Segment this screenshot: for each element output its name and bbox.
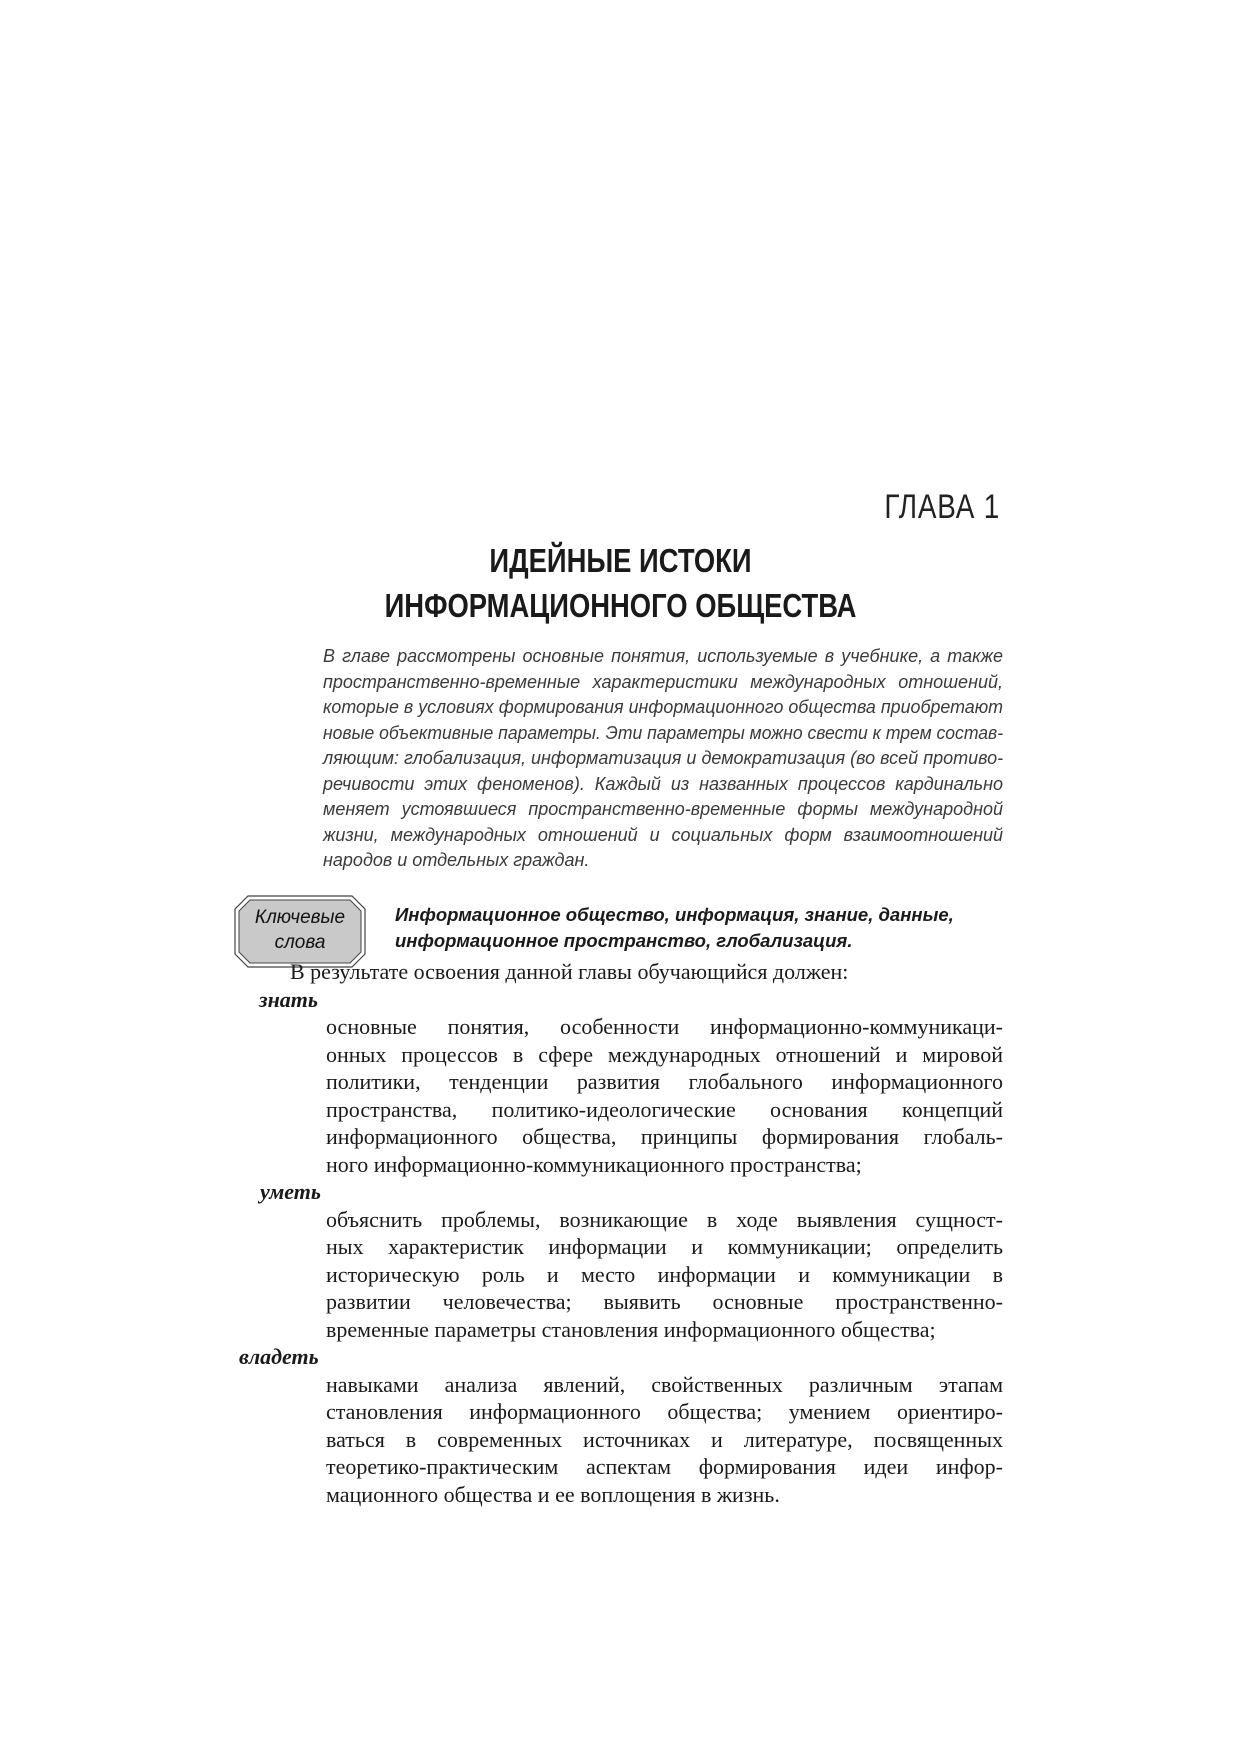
chapter-title-line: ИНФОРМАЦИОННОГО ОБЩЕСТВА (384, 587, 857, 624)
abstract-line: которые в условиях формирования информационного общества приобретают (323, 697, 1003, 717)
outcome-line: объяснить проблемы, возникающие в ходе выявления сущност- (326, 1206, 1003, 1232)
outcome-line: основные понятия, особенности информационно-коммуникаци- (326, 1014, 1003, 1039)
outcome-line: ваться в современных источниках и литературе, посвященных (326, 1426, 1003, 1452)
outcome-line: ных характеристик информации и коммуникации; определить (326, 1234, 1003, 1259)
keywords-label-line: слова (274, 932, 326, 953)
abstract-line: ляющим: глобализация, информатизация и демократизация (во всей противо- (323, 748, 1004, 768)
keywords-label (234, 905, 366, 955)
outcome-paragraph (326, 1013, 1003, 1178)
outcome-label-master: владеть (239, 1344, 319, 1369)
outcome-line: ного информационно-коммуникационного пространства; (326, 1151, 862, 1177)
outcome-line: онных процессов в сфере международных отношений и мировой (326, 1041, 1003, 1067)
abstract-line: жизни, международных отношений и социальных форм взаимоотношений (323, 824, 1003, 845)
chapter-title-line: ИДЕЙНЫЕ ИСТОКИ (489, 542, 752, 579)
abstract-line: народов и отдельных граждан. (323, 850, 590, 870)
outcome-paragraph (326, 1371, 1003, 1509)
outcome-line: мационного общества и ее воплощения в жизнь. (326, 1481, 780, 1507)
abstract-line: меняет устоявшиеся пространственно-временные формы международной (323, 799, 1003, 819)
abstract-line: В главе рассмотрены основные понятия, используемые в учебнике, а также (323, 646, 1003, 666)
outcome-line: временные параметры становления информационного общества; (326, 1316, 936, 1342)
keywords-line: Информационное общество, информация, знание, данные, (395, 904, 954, 925)
keywords-text (395, 902, 1000, 954)
outcome-line: историческую роль и место информации и коммуникации в (326, 1261, 1003, 1287)
outcome-label-can: уметь (260, 1179, 321, 1204)
outcomes-intro: В результате освоения данной главы обучающийся должен: (290, 959, 849, 984)
abstract-line: пространственно-временные характеристики международных отношений, (323, 671, 1003, 692)
abstract-line: новые объективные параметры. Эти параметры можно свести к трем состав- (323, 722, 1004, 743)
chapter-number: ГЛАВА 1 (884, 488, 1000, 526)
learning-outcomes (0, 958, 1241, 1508)
outcome-line: становления информационного общества; умением ориентиро- (326, 1399, 1003, 1424)
outcome-paragraph (326, 1206, 1003, 1344)
outcome-line: информационного общества, принципы формирования глобаль- (326, 1124, 1003, 1149)
outcome-line: теоретико-практическим аспектам формирования идеи инфор- (326, 1454, 1003, 1479)
chapter-abstract (323, 644, 1003, 874)
keywords-label-line: Ключевые (254, 907, 346, 928)
abstract-line: речивости этих феноменов). Каждый из названных процессов кардинально (323, 773, 1003, 794)
outcome-line: развитии человечества; выявить основные пространственно- (326, 1289, 1003, 1314)
chapter-title (0, 538, 1241, 628)
outcome-line: политики, тенденции развития глобального информационного (326, 1069, 1003, 1094)
keywords-line: информационное пространство, глобализация. (395, 930, 853, 951)
outcome-line: навыками анализа явлений, свойственных различным этапам (326, 1371, 1003, 1397)
outcome-label-know: знать (259, 986, 318, 1012)
outcome-line: пространства, политико-идеологические основания концепций (326, 1096, 1003, 1122)
